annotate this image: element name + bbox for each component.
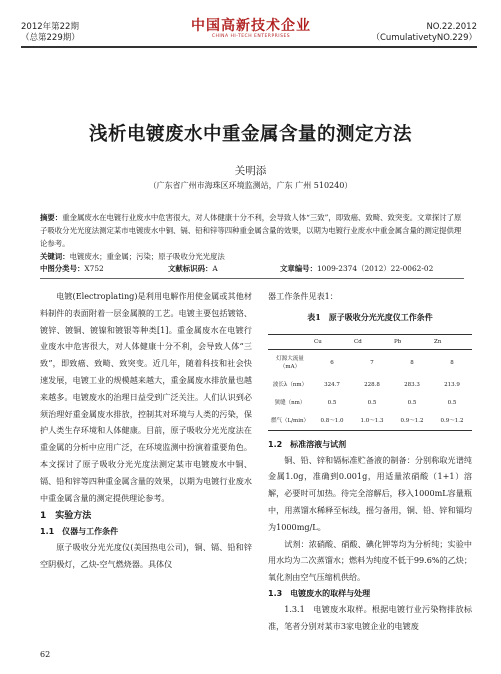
table-cell: 1.0～1.3 — [352, 412, 392, 431]
abstract-block — [40, 211, 464, 263]
table-header-cell — [268, 334, 312, 349]
conditions-table — [268, 334, 472, 431]
journal-logo-text: 中国高新技术企业 — [191, 18, 311, 34]
issue-number: 2012年第22期 — [21, 22, 79, 32]
table-cell: 8 — [450, 359, 454, 366]
right-column — [268, 288, 472, 635]
page-number: 62 — [40, 650, 51, 659]
subsection-heading-1-1: 1.1 仪器与工作条件 — [40, 527, 119, 537]
table-cell: 0.5 — [447, 399, 457, 406]
table-cell: 0.8～1.0 — [312, 412, 352, 431]
clc-label: 中图分类号： — [40, 264, 85, 273]
table-header-cell: Cu — [312, 334, 352, 349]
table-row — [268, 376, 472, 394]
table-caption: 表1 原子吸收分光光度仪工作条件 — [307, 311, 433, 322]
standard-solution-paragraph: 铜、铅、锌和镉标准贮备液的制备：分别称取光谱纯金属1.0g，准确到0.001g，用适量浓硝酸（1+1）溶解，必要时可加热。待完全溶解后，移入1000mL容量瓶中，用蒸馏水稀释至标线，摇匀备用，铜、铅、锌和镉均为1000mg/L。 — [268, 454, 472, 532]
table-cell: 0.9～1.2 — [392, 412, 432, 431]
article-id-value: 1009-2374（2012）22-0062-02 — [316, 264, 434, 273]
journal-logo — [187, 18, 315, 40]
reagents-paragraph: 试剂：浓硝酸、硝酸、碘化钾等均为分析纯；实验中用水均为二次蒸馏水；燃料为纯度不低于99.6%的乙炔；氧化剂由空气压缩机供给。 — [268, 538, 472, 583]
table-header-cell: Cd — [352, 334, 392, 349]
table-cell: 6 — [330, 359, 334, 366]
table-cell: 0.9～1.2 — [432, 412, 472, 431]
issue-info-en — [371, 22, 477, 44]
cumulative-issue-en: （CumulativetyNO.229） — [371, 33, 477, 43]
table-cell: 213.9 — [444, 381, 460, 388]
row-label: 狭缝（nm） — [274, 399, 306, 406]
table-cell: 324.7 — [324, 381, 340, 388]
abstract — [40, 211, 464, 250]
abstract-rule — [40, 278, 464, 279]
intro-paragraph: 电镀(Electroplating)是利用电解作用使金属或其他材料制件的表面附着一层金属膜的工艺。电镀主要包括镀铬、镀锌、镀铜、镀镍和镀银等种类[1]。重金属废水在电镀行业废水中危害很大，对人体健康十分不利，会导致人体“三致”，即致癌、致畸、致突变。近几年，随着科技和社会快速发展，电镀工业的规模越来越大，重金属废水排放量也越来越多。电镀废水的治理日益受到广泛关注。人们认识到必须治理好重金属废水排放，控制其对环境与人类的污染，保护人类生存环境和人体健康。目前，原子吸收分光光度法在重金属的分析中应用广泛，在环境监测中扮演着重要角色。本文探讨了原子吸收分光光度法测定某市电镀废水中铜、镉、铅和锌等四种重金属含量的效果，以期为电镀行业废水中重金属含量的测定提供理论参考。 — [40, 291, 252, 503]
issue-number-en: NO.22.2012 — [426, 22, 477, 32]
row-label: 燃气（L/min） — [268, 412, 312, 431]
keywords-label: 关键词： — [40, 252, 70, 261]
table-cell: 283.3 — [404, 381, 420, 388]
abstract-text: 重金属废水在电镀行业废水中危害很大，对人体健康十分不利，会导致人体“三致”，即致癌、致畸、致突变。文章探讨了原子吸收分光光度法测定某市电镀废水中铜、镉、铅和锌等四种重金属含量的效果，以期为电镀行业废水中重金属含量的测定提供理论参考。 — [40, 213, 462, 248]
table-row — [268, 349, 472, 376]
instrument-paragraph: 原子吸收分光光度仪(美国热电公司)，铜、镉、铅和锌空阴极灯，乙炔-空气燃烧器。具体仪 — [40, 542, 252, 570]
table-row — [268, 412, 472, 431]
abstract-label: 摘要： — [40, 213, 63, 222]
keywords — [40, 250, 464, 263]
table-cell: 0.5 — [327, 399, 337, 406]
sampling-paragraph: 1.3.1 电镀废水取样。根据电镀行业污染物排放标准，笔者分别对某市3家电镀企业的电镀废 — [268, 603, 472, 631]
table-cell: 8 — [410, 359, 414, 366]
clc-value: X752 — [84, 264, 104, 273]
section-heading-1: 1 实验方法 — [40, 511, 92, 522]
table-cell: 7 — [370, 359, 374, 366]
doc-code-value: A — [212, 264, 218, 273]
affiliation: （广东省广州市海珠区环境监测站，广东 广州 510240） — [148, 181, 353, 190]
table-header-row — [268, 334, 472, 349]
table-cell: 0.5 — [407, 399, 417, 406]
row-label: 波长λ（nm） — [272, 381, 308, 388]
keywords-text: 电镀废水；重金属；污染；原子吸收分光光度法 — [69, 252, 225, 261]
table-header-cell: Zn — [432, 334, 472, 349]
header-rule — [21, 46, 477, 48]
cumulative-issue: （总第229期） — [21, 33, 80, 43]
journal-logo-subtitle: CHINA HI-TECH ENTERPRISES — [211, 34, 291, 39]
article-id-label: 文章编号： — [280, 264, 317, 273]
subsection-heading-1-2: 1.2 标准溶液与试剂 — [268, 439, 347, 449]
classification-line — [40, 263, 464, 274]
subsection-heading-1-3: 1.3 电镀废水的取样与处理 — [268, 588, 371, 598]
issue-info — [21, 22, 80, 44]
left-column — [40, 288, 252, 573]
table-cell: 0.5 — [367, 399, 377, 406]
table-lead-text: 器工作条件见表1： — [268, 291, 338, 301]
article-title: 浅析电镀废水中重金属含量的测定方法 — [88, 124, 412, 145]
doc-code-label: 文献标识码： — [168, 264, 213, 273]
row-label: 灯源大流量（mA） — [276, 355, 304, 370]
table-cell: 228.8 — [364, 381, 380, 388]
author: 关明添 — [234, 165, 267, 177]
table-row — [268, 394, 472, 412]
table-header-cell: Pb — [392, 334, 432, 349]
